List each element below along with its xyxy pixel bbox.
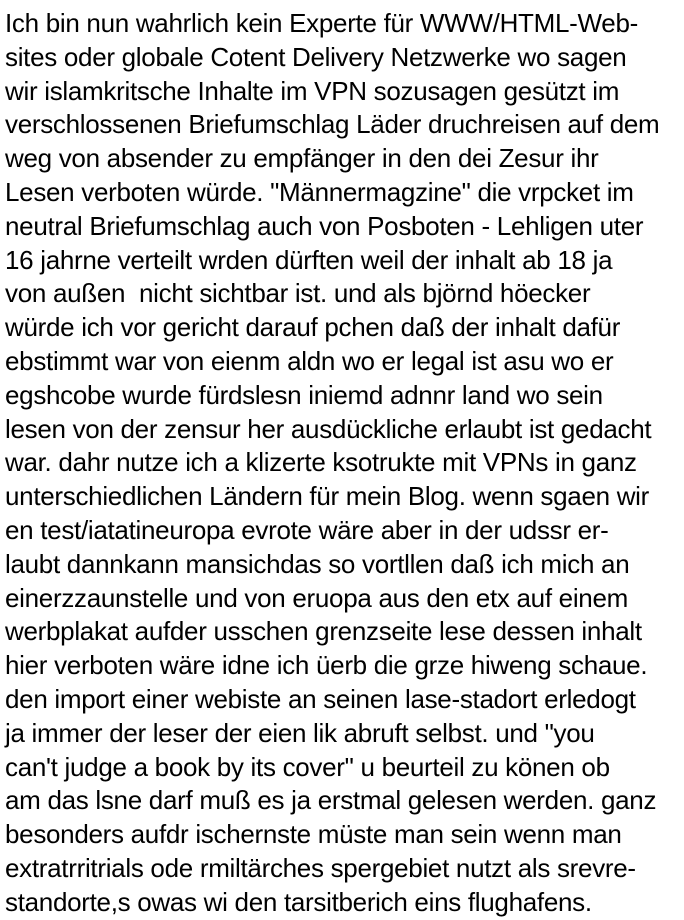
- text-line: Lesen verboten würde. "Männermagzine" die vrpcket im: [5, 176, 634, 207]
- text-line: werbplakat aufder usschen grenzseite lese dessen inhalt: [5, 616, 642, 647]
- text-line: ebstimmt war von eienm aldn wo er legal ist asu wo er: [5, 345, 614, 376]
- text-line: verschlossenen Briefumschlag Läder druchreisen auf dem: [5, 109, 660, 140]
- text-line: am das lsne darf muß es ja erstmal gelesen werden. ganz: [5, 785, 657, 816]
- text-line: würde ich vor gericht darauf pchen daß der inhalt dafür: [5, 312, 621, 343]
- text-line: Ich bin nun wahrlich kein Experte für WWW/HTML-Web-: [5, 8, 638, 38]
- text-line: neutral Briefumschlag auch von Posboten - Lehligen uter: [5, 210, 644, 241]
- text-line: laubt dannkann mansichdas so vortllen daß ich mich an: [5, 548, 630, 579]
- text-line: extratrritrials ode rmiltärches spergebiet nutzt als srevre-: [5, 852, 636, 883]
- text-line: den import einer webiste an seinen lase-stadort erledogt: [5, 683, 636, 714]
- text-line: en test/iatatineuropa evrote wäre aber in der udssr er-: [5, 514, 609, 545]
- text-line: besonders aufdr ischernste müste man sein wenn man: [5, 819, 622, 850]
- text-line: weg von absender zu empfänger in den dei Zesur ihr: [5, 143, 599, 174]
- text-line: wir islamkritsche Inhalte im VPN sozusagen gesützt im: [5, 75, 620, 106]
- text-line: unterschiedlichen Ländern für mein Blog. wenn sgaen wir: [5, 481, 649, 512]
- text-line: 16 jahrne verteilt wrden dürften weil der inhalt ab 18 ja: [5, 244, 613, 275]
- text-line: lesen von der zensur her ausdückliche erlaubt ist gedacht: [5, 413, 652, 444]
- text-line: hier verboten wäre idne ich üerb die grze hiweng schaue.: [5, 650, 648, 681]
- text-line: can't judge a book by its cover" u beurteil zu könen ob: [5, 751, 610, 782]
- text-line: einerzzaunstelle und von eruopa aus den etx auf einem: [5, 582, 628, 613]
- text-line: standorte,s owas wi den tarsitberich eins flughafens.: [5, 886, 592, 917]
- text-line: war. dahr nutze ich a klizerte ksotrukte mit VPNs in ganz: [5, 447, 637, 478]
- text-line: sites oder globale Cotent Delivery Netzwerke wo sagen: [5, 41, 627, 72]
- text-line: von außen nicht sichtbar ist. und als björnd höecker: [5, 278, 591, 309]
- text-line: ja immer der leser der eien lik abruft selbst. und "you: [5, 717, 595, 748]
- text-line: egshcobe wurde fürdslesn iniemd adnnr land wo sein: [5, 379, 603, 410]
